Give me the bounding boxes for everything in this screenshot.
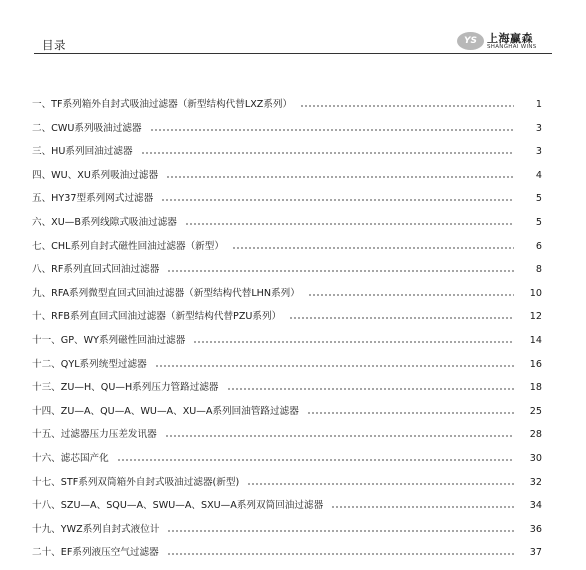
toc-entry-title: 七、CHL系列自封式磁性回油过滤器（新型） xyxy=(32,240,224,252)
toc-entry[interactable] xyxy=(32,191,542,207)
dot-leader xyxy=(307,412,514,414)
toc-entry-title: 十二、QYL系列统型过滤器 xyxy=(32,358,147,370)
toc-entry-page-number: 5 xyxy=(535,193,542,205)
dot-leader xyxy=(289,317,514,319)
company-logo xyxy=(457,30,557,54)
toc-entry-page-number: 3 xyxy=(535,122,542,134)
dot-leader xyxy=(227,388,514,390)
toc-entry-page-number: 32 xyxy=(529,476,542,488)
toc-entry-title: 二、CWU系列吸油过滤器 xyxy=(32,122,142,134)
toc-entry-title: 十五、过滤器压力压差发讯器 xyxy=(32,429,157,441)
toc-entry[interactable] xyxy=(32,97,542,113)
toc-entry-title: 十六、滤芯国产化 xyxy=(32,453,109,464)
toc-entry-title: 三、HU系列回油过滤器 xyxy=(32,146,133,158)
toc-entry[interactable] xyxy=(32,239,542,255)
dot-leader xyxy=(150,129,514,131)
toc-entry-page-number: 18 xyxy=(529,382,542,394)
logo-mark: YS xyxy=(457,32,484,50)
toc-entry[interactable] xyxy=(32,475,542,491)
logo-chinese-name: 上海赢森 xyxy=(487,32,533,45)
toc-entry-title: 六、XU—B系列线隙式吸油过滤器 xyxy=(32,217,177,228)
toc-entry[interactable] xyxy=(32,357,542,373)
toc-entry[interactable] xyxy=(32,215,542,231)
toc-entry[interactable] xyxy=(32,168,542,184)
toc-entry[interactable] xyxy=(32,286,542,302)
dot-leader xyxy=(117,459,514,461)
toc-entry[interactable] xyxy=(32,451,542,467)
toc-entry[interactable] xyxy=(32,333,542,349)
toc-entry[interactable] xyxy=(32,522,542,538)
toc-entry[interactable] xyxy=(32,427,542,443)
toc-entry-page-number: 4 xyxy=(535,169,542,181)
toc-entry-title: 十七、STF系列双筒箱外自封式吸油过滤器(新型) xyxy=(32,476,240,488)
dot-leader xyxy=(155,365,514,367)
dot-leader xyxy=(185,223,514,225)
dot-leader xyxy=(165,435,514,437)
toc-entry-title: 十一、GP、WY系列磁性回油过滤器 xyxy=(32,335,186,346)
toc-entry-page-number: 14 xyxy=(529,335,542,346)
toc-entry-title: 五、HY37型系列网式过滤器 xyxy=(32,193,154,205)
toc-entry-page-number: 8 xyxy=(535,264,542,276)
toc-entry-page-number: 3 xyxy=(535,146,542,158)
toc-entry-title: 十九、YWZ系列自封式液位计 xyxy=(32,523,160,535)
toc-entry-page-number: 12 xyxy=(529,311,542,323)
header-rule xyxy=(34,53,552,54)
dot-leader xyxy=(193,341,514,343)
toc-entry-page-number: 16 xyxy=(529,358,542,370)
toc-entry-page-number: 5 xyxy=(535,217,542,228)
toc-entry-page-number: 6 xyxy=(535,240,542,252)
page-header xyxy=(0,0,586,60)
toc-entry[interactable] xyxy=(32,309,542,325)
toc-entry-page-number: 28 xyxy=(529,429,542,441)
toc-entry-page-number: 25 xyxy=(529,405,542,417)
dot-leader xyxy=(232,247,514,249)
toc-entry-title: 九、RFA系列微型直回式回油过滤器（新型结构代替LHN系列） xyxy=(32,287,300,299)
toc-entry-title: 一、TF系列箱外自封式吸油过滤器（新型结构代替LXZ系列） xyxy=(32,99,293,110)
dot-leader xyxy=(141,152,514,154)
dot-leader xyxy=(247,483,514,485)
toc-entry-title: 四、WU、XU系列吸油过滤器 xyxy=(32,169,159,181)
toc-entry-page-number: 10 xyxy=(529,287,542,299)
toc-entry-page-number: 34 xyxy=(529,500,542,512)
toc-entry[interactable] xyxy=(32,498,542,514)
dot-leader xyxy=(308,294,514,296)
toc-entry-title: 十三、ZU—H、QU—H系列压力管路过滤器 xyxy=(32,382,219,394)
page-title: 目录 xyxy=(42,38,66,52)
dot-leader xyxy=(161,199,514,201)
toc-entry[interactable] xyxy=(32,144,542,160)
toc-entry-title: 二十、EF系列液压空气过滤器 xyxy=(32,547,159,559)
toc-entry[interactable] xyxy=(32,545,542,561)
toc-entry-page-number: 36 xyxy=(529,523,542,535)
toc-entry[interactable] xyxy=(32,404,542,420)
toc-entry-title: 十、RFB系列直回式回油过滤器（新型结构代替PZU系列） xyxy=(32,311,282,323)
toc-entry-title: 十四、ZU—A、QU—A、WU—A、XU—A系列回油管路过滤器 xyxy=(32,405,299,417)
logo-english-name: SHANGHAI WINS xyxy=(487,44,537,50)
toc-entry[interactable] xyxy=(32,262,542,278)
toc-entry[interactable] xyxy=(32,380,542,396)
toc-entry-title: 十八、SZU—A、SQU—A、SWU—A、SXU—A系列双筒回油过滤器 xyxy=(32,500,324,512)
toc-entry[interactable] xyxy=(32,121,542,137)
toc-entry-page-number: 1 xyxy=(535,99,542,110)
dot-leader xyxy=(167,530,514,532)
dot-leader xyxy=(166,176,514,178)
toc-entry-title: 八、RF系列直回式回油过滤器 xyxy=(32,264,160,276)
dot-leader xyxy=(300,105,514,107)
dot-leader xyxy=(331,506,514,508)
toc-entry-page-number: 37 xyxy=(529,547,542,559)
dot-leader xyxy=(167,270,514,272)
toc-entry-page-number: 30 xyxy=(529,453,542,464)
dot-leader xyxy=(167,553,514,555)
